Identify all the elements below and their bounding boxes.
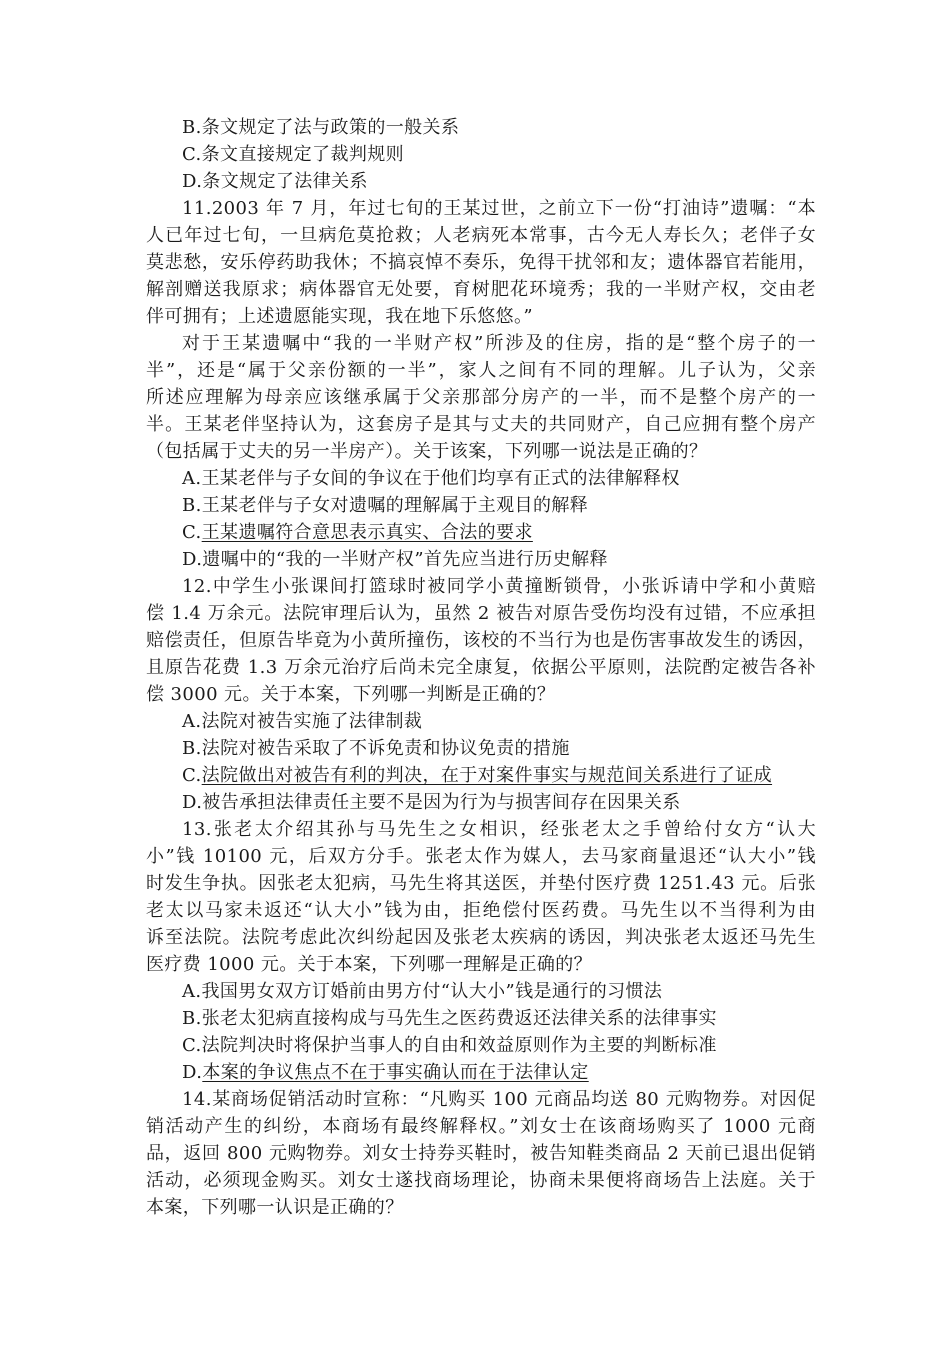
q11-question xyxy=(146,195,816,465)
q12-line: 偿 3000 元。关于本案，下列哪一判断是正确的？ xyxy=(146,684,556,705)
option-letter: C. xyxy=(182,765,202,786)
q11-line: 莫悲愁，安乐停药助我休；不搞哀悼不奏乐，免得干扰邻和友；遗体器官若能用， xyxy=(146,252,816,273)
q10-option-c: C.条文直接规定了裁判规则 xyxy=(182,144,405,165)
q11-line: 解剖赠送我原求；病体器官无处要，育树肥花环境秀；我的一半财产权，交由老 xyxy=(146,279,816,300)
option-letter: D. xyxy=(182,1062,203,1083)
q13-line: 13.张老太介绍其孙与马先生之女相识，经张老太之手曾给付女方“认大 xyxy=(182,819,816,840)
q11-line: 对于王某遗嘱中“我的一半财产权”所涉及的住房，指的是“整个房子的一 xyxy=(182,333,816,354)
document-page xyxy=(146,114,816,1221)
q13-option-c: C.法院判决时将保护当事人的自由和效益原则作为主要的判断标准 xyxy=(182,1035,717,1056)
q13-line: 老太以马家未返还“认大小”钱为由，拒绝偿付医药费。马先生以不当得利为由 xyxy=(146,900,816,921)
q13-line: 医疗费 1000 元。关于本案，下列哪一理解是正确的？ xyxy=(146,954,593,975)
q14-line: 销活动产生的纠纷，本商场有最终解释权。”刘女士在该商场购买了 1000 元商 xyxy=(146,1116,816,1137)
q13-line: 小”钱 10100 元，后双方分手。张老太作为媒人，去马家商量退还“认大小”钱 xyxy=(146,846,816,867)
q11-line: 半。王某老伴坚持认为，这套房子是其与丈夫的共同财产，自己应拥有整个房产 xyxy=(146,414,816,435)
q12-line: 12.中学生小张课间打篮球时被同学小黄撞断锁骨，小张诉请中学和小黄赔 xyxy=(182,576,816,597)
q11-answer-underlined: 王某遗嘱符合意思表示真实、合法的要求 xyxy=(201,522,533,543)
q12-option-d: D.被告承担法律责任主要不是因为行为与损害间存在因果关系 xyxy=(182,792,681,813)
q11-option-b: B.王某老伴与子女对遗嘱的理解属于主观目的解释 xyxy=(182,495,589,516)
q12-line: 赔偿责任，但原告毕竟为小黄所撞伤，该校的不当行为也是伤害事故发生的诱因， xyxy=(146,630,816,651)
q14-question xyxy=(146,1086,816,1221)
q14-line: 本案，下列哪一认识是正确的？ xyxy=(146,1197,404,1218)
q12-line: 偿 1.4 万余元。法院审理后认为，虽然 2 被告对原告受伤均没有过错，不应承担 xyxy=(146,603,816,624)
q11-option-a: A.王某老伴与子女间的争议在于他们均享有正式的法律解释权 xyxy=(182,468,680,489)
q12-answer-underlined: 法院做出对被告有利的判决，在于对案件事实与规范间关系进行了证成 xyxy=(201,765,773,786)
q13-option-d xyxy=(146,1059,816,1086)
q13-option-b: B.张老太犯病直接构成与马先生之医药费返还法律关系的法律事实 xyxy=(182,1008,717,1029)
q10-option-b: B.条文规定了法与政策的一般关系 xyxy=(182,117,460,138)
q13-answer-underlined: 本案的争议焦点不在于事实确认而在于法律认定 xyxy=(202,1062,589,1083)
q14-line: 14.某商场促销活动时宣称：“凡购买 100 元商品均送 80 元购物券。对因促 xyxy=(182,1089,816,1110)
q11-line: 伴可拥有；上述遗愿能实现，我在地下乐悠悠。” xyxy=(146,306,533,327)
q14-line: 品，返回 800 元购物券。刘女士持券买鞋时，被告知鞋类商品 2 天前已退出促销 xyxy=(146,1143,816,1164)
option-letter: C. xyxy=(182,522,202,543)
q11-option-c xyxy=(146,519,816,546)
q10-option-d: D.条文规定了法律关系 xyxy=(182,171,368,192)
q12-question xyxy=(146,573,816,708)
q13-option-a: A.我国男女双方订婚前由男方付“认大小”钱是通行的习惯法 xyxy=(182,981,663,1002)
q11-option-d: D.遗嘱中的“我的一半财产权”首先应当进行历史解释 xyxy=(182,549,608,570)
q13-line: 诉至法院。法院考虑此次纠纷起因及张老太疾病的诱因，判决张老太返还马先生 xyxy=(146,927,816,948)
q12-option-a: A.法院对被告实施了法律制裁 xyxy=(182,711,423,732)
q11-line: （包括属于丈夫的另一半房产）。关于该案，下列哪一说法是正确的？ xyxy=(146,441,708,462)
q11-line: 11.2003 年 7 月，年过七旬的王某过世，之前立下一份“打油诗”遗嘱：“本 xyxy=(182,198,816,219)
q11-line: 人已年过七旬，一旦病危莫抢救；人老病死本常事，古今无人寿长久；老伴子女 xyxy=(146,225,816,246)
q12-option-c xyxy=(146,762,816,789)
q11-line: 所述应理解为母亲应该继承属于父亲那部分房产的一半，而不是整个房产的一 xyxy=(146,387,816,408)
q11-line: 半”，还是“属于父亲份额的一半”，家人之间有不同的理解。儿子认为，父亲 xyxy=(146,360,816,381)
q13-question xyxy=(146,816,816,978)
q12-line: 且原告花费 1.3 万余元治疗后尚未完全康复，依据公平原则，法院酌定被告各补 xyxy=(146,657,816,678)
q13-line: 时发生争执。因张老太犯病，马先生将其送医，并垫付医疗费 1251.43 元。后张 xyxy=(146,873,816,894)
q12-option-b: B.法院对被告采取了不诉免责和协议免责的措施 xyxy=(182,738,570,759)
q14-line: 活动，必须现金购买。刘女士遂找商场理论，协商未果便将商场告上法庭。关于 xyxy=(146,1170,816,1191)
